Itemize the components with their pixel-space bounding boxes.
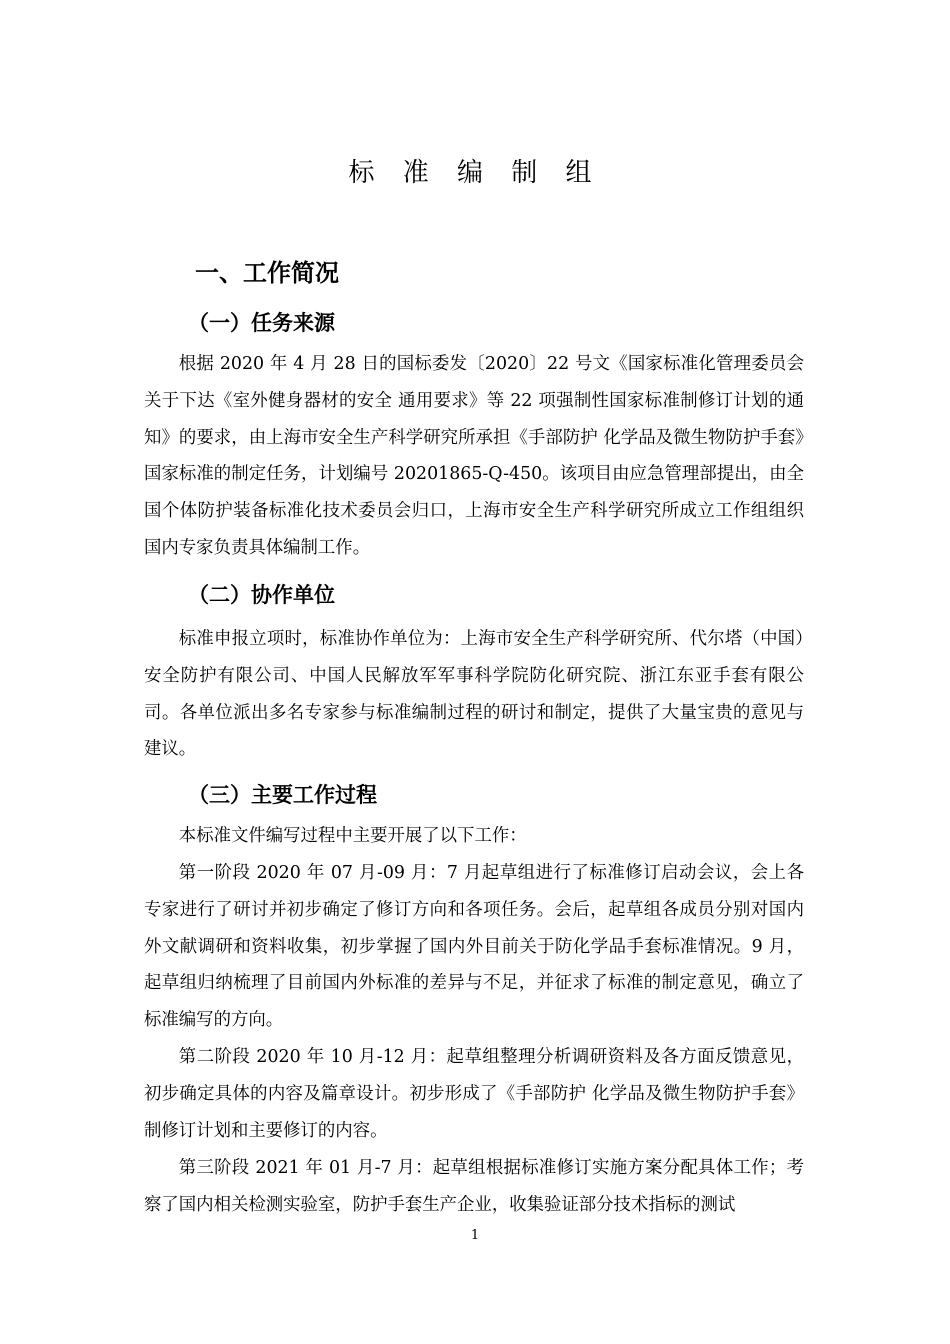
paragraph-work-process-stage-2: 第二阶段 2020 年 10 月-12 月：起草组整理分析调研资料及各方面反馈意见，初步确定具体的内容及篇章设计。初步形成了《手部防护 化学品及微生物防护手套》制修订计划和主要修订的内容。 [144, 1047, 804, 1141]
page-number: 1 [470, 1228, 480, 1243]
paragraph-cooperating-units: 标准申报立项时，标准协作单位为：上海市安全生产科学研究所、代尔塔（中国）安全防护有限公司、中国人民解放军军事科学院防化研究院、浙江东亚手套有限公司。各单位派出多名专家参与标准编制过程的研讨和制定，提供了大量宝贵的意见与建议。 [144, 629, 804, 760]
subsection-heading-cooperating-units: （二）协作单位 [188, 583, 335, 607]
section-heading-work-overview: 一、工作简况 [195, 259, 339, 287]
paragraph-task-source: 根据 2020 年 4 月 28 日的国标委发〔2020〕22 号文《国家标准化管理委员会关于下达《室外健身器材的安全 通用要求》等 22 项强制性国家标准制修订计划的通知》的要求，由上海市安全生产科学研究所承担《手部防护 化学品及微生物防护手套》国家标准的制定任务，计划编号 20201865-Q-450。该项目由应急管理部提出，由全国个体防护装备标准化技术委员会归口，上海市安全生产科学研究所成立工作组组织国内专家负责具体编制工作。 [144, 354, 804, 558]
subsection-heading-task-source: （一）任务来源 [188, 311, 335, 335]
document-title: 标 准 编 制 组 [348, 158, 602, 188]
paragraph-work-process-intro: 本标准文件编写过程中主要开展了以下工作： [178, 826, 527, 846]
subsection-heading-work-process: （三）主要工作过程 [188, 783, 377, 807]
paragraph-work-process-stage-1: 第一阶段 2020 年 07 月-09 月：7 月起草组进行了标准修订启动会议，会上各专家进行了研讨并初步确定了修订方向和各项任务。会后，起草组各成员分别对国内外文献调研和资料收集，初步掌握了国内外目前关于防化学品手套标准情况。9 月，起草组归纳梳理了目前国内外标准的差异与不足，并征求了标准的制定意见，确立了标准编写的方向。 [144, 863, 804, 1031]
paragraph-work-process-stage-3: 第三阶段 2021 年 01 月-7 月：起草组根据标准修订实施方案分配具体工作；考察了国内相关检测实验室，防护手套生产企业，收集验证部分技术指标的测试 [144, 1158, 804, 1215]
